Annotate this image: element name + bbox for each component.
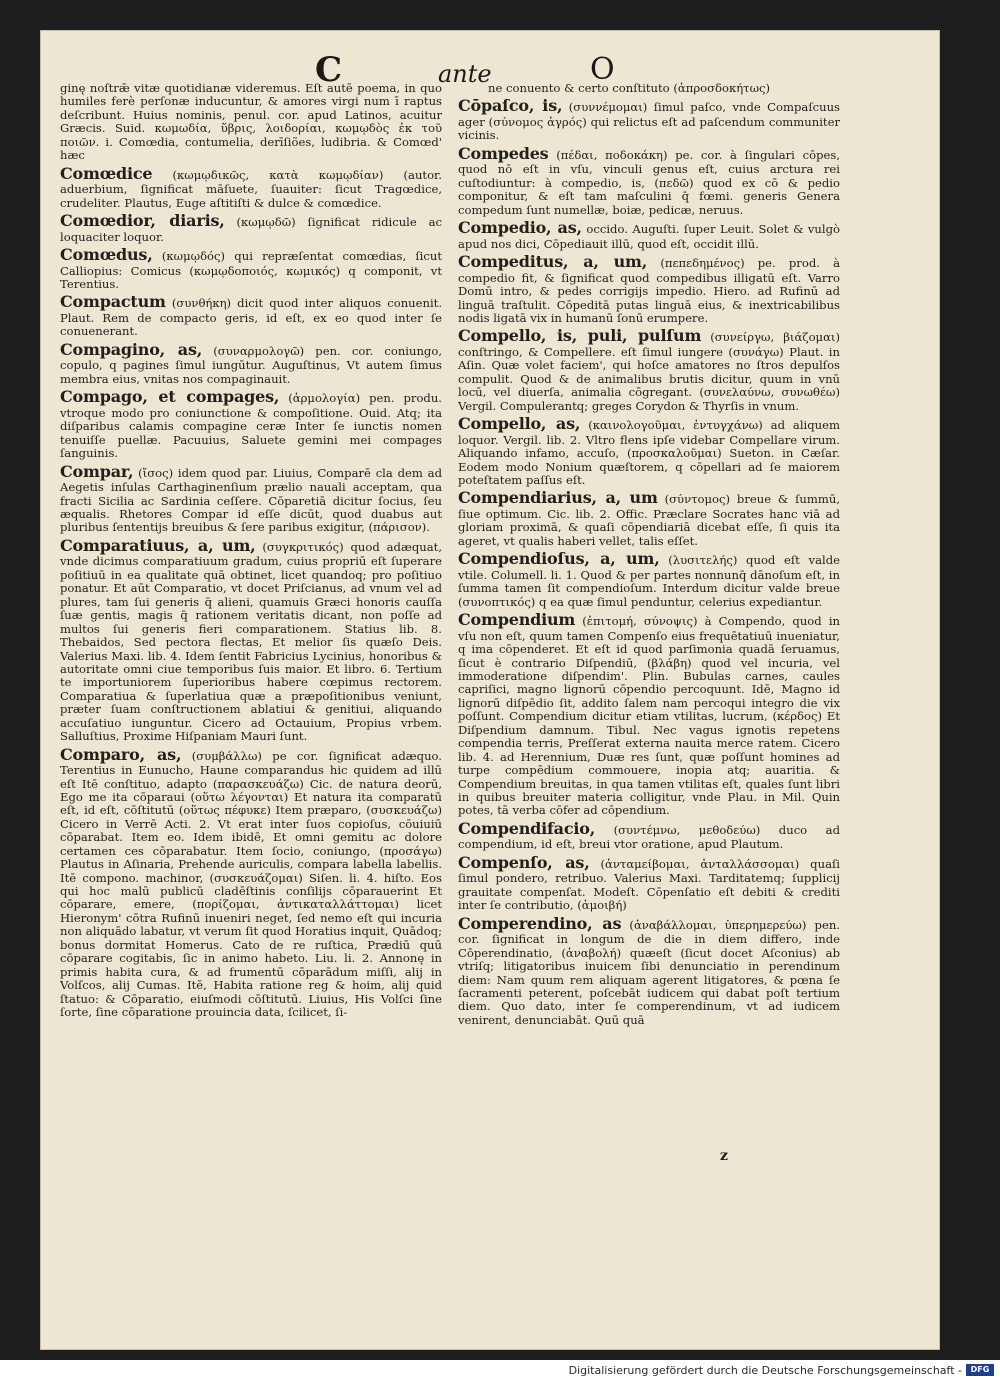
entry-text: (ἀνταμείβομαι, ἀνταλλάσσομαι) quaſi ſimul pondero, retribuo. Valerius Maxi. Tarditatemq; ſupplicij grauitate compenſat. Modeſt. Cōpenſatio eſt debiti & crediti inter ſe contributio, (ἀμοιβή) (458, 856, 840, 913)
dictionary-entry (60, 341, 442, 386)
entry-headword: Compago, et compages, (60, 387, 280, 407)
dictionary-entry (488, 82, 840, 95)
entry-text: (συνείργω, βιάζομαι) conſtringo, & Compellere. eſt ſimul iungere (συνάγω) Plaut. in Aſin. Quæ volet faciem', qui hoſce amatores no ſtros depulſos compulit. Quod & de animalibus brutis dicitur, quum in vnū locū, vel diuerſa, animalia cōgregant. (συνελαύνω, συνωθέω) Vergil. Compulerantq; greges Corydon & Thyrſis in vnum. (458, 330, 840, 413)
dictionary-entry (458, 253, 840, 325)
book-page (40, 30, 940, 1350)
entry-headword: Comperendino, as (458, 913, 622, 933)
entry-text: (συνθήκη) dicit quod inter aliquos conuenit. Plaut. Rem de compacto geris, id eſt, ex eo quod inter ſe conuenerant. (60, 296, 443, 339)
dictionary-entry (458, 489, 840, 548)
entry-headword: Compeditus, a, um, (458, 252, 648, 272)
entry-text: ne conuento & certo conſtituto (ἀπροσδοκήτως) (488, 81, 771, 95)
dictionary-entry (458, 145, 840, 217)
entry-text: (ἐπιτομή, σύνοψις) à Compendo, quod in vſu non eſt, quum tamen Compenſo eius frequētatiuū inueniatur, q ima cōpenderet. Et eſt id quod parſimonia quadā ſeruamus, ſicut è contrario Diſpendiū, (βλάβη) quod vel incuria, vel immoderatione diſpendim'. Plin. Bubulas carnes, caules capriſici, magno lignorū cōpendio percoquunt. Idē, Magno id lignorū diſpēdio ſit, addito ſalem nam percoqui integro die vix poſſunt. Compendium dicitur etiam vtilitas, lucrum, (κέρδος) Et Diſpendium damnum. Tibul. Nec vagus ignotis repetens compendia terris, Preſſerat externa nauita merce ratem. Cicero lib. 4. ad Herennium, Duæ res ſunt, quæ poſſunt homines ad turpe compēdium commouere, inopia atq; auaritia. & Compendium breuitas, in qua tamen vtilitas eſt, quales ſunt libri in quibus breuiter materia colligitur, vnde Plau. in Mil. Quin potes, tā verba cōfer ad cōpendium. (458, 614, 840, 818)
entry-text: (κωμῳδῶ) ſignificat ridicule ac loquaciter loquor. (60, 215, 443, 244)
entry-text: (συντέμνω, μεθοδεύω) duco ad compendium, id eſt, breui vtor oratione, apud Plautum. (458, 822, 840, 852)
entry-headword: Comparo, as, (60, 744, 182, 764)
entry-headword: Comœdus, (60, 245, 153, 265)
funding-credit: Digitalisierung gefördert durch die Deutsche Forschungsgemeinschaft - (568, 1364, 962, 1377)
running-head-word: ante (438, 60, 492, 88)
entry-text: (σύντομος) breue & ſummū, ſiue optimum. Cic. lib. 2. Offic. Præclare Socrates hanc viā ad gloriam proximā, & quaſi cōpendiariā dicebat eſſe, ſi quis ita ageret, vt qualis haberi vellet, talis eſſet. (458, 492, 841, 548)
entry-headword: Compar, (60, 461, 134, 481)
entry-headword: Cōpaſco, is, (458, 96, 563, 116)
entry-headword: Compedes (458, 143, 549, 163)
dfg-logo-icon: DFG (966, 1364, 994, 1376)
entry-text: (συννέμομαι) ſimul paſco, vnde Compaſcuus ager (σύνομος ἀγρός) qui relictus eſt ad paſcendum communiter vicinis. (458, 100, 841, 143)
entry-text: ginę noſtrǣ vitæ quotidianæ videremus. Eſt autē poema, in quo humiles ferè perſonæ inducuntur, & amores virgi num ī raptus deſcribunt. Huius nominis, penul. cor. apud Latinos, acuitur Græcis. Suid. κωμωδία, ὕβρις, λοιδορίαι, κωμῳδὸς ἐκ τοῦ ποιῶν. i. Comœdia, contumelia, derīſiões, ludibria. & Comœd' hæc (60, 81, 442, 163)
dictionary-entry (60, 165, 442, 210)
signature-mark: z (720, 1148, 728, 1164)
dictionary-entry (60, 82, 442, 163)
entry-headword: Compactum (60, 292, 166, 312)
dictionary-entry (60, 537, 442, 744)
entry-text: (ἁρμολογία) pen. produ. vtroque modo pro coniunctione & compoſitione. Ouid. Atq; ita diſparibus calamis compagine ceræ Inter ſe iunctis nomen tenuiſſe puellæ. Pacuuius, Saluete gemini mei compages ſanguinis. (60, 391, 442, 461)
entry-headword: Compagino, as, (60, 339, 203, 359)
dictionary-entry (458, 550, 840, 609)
entry-text: (καινολογοῦμαι, ἐντυγχάνω) ad aliquem loquor. Vergil. lib. 2. Vltro flens ipſe videbar Compellare virum. Aliquando infamo, accuſo, (προσκαλοῦμαι) Sueton. in Cæſar. Eodem modo Nonium quæſtorem, q cōpellari ad ſe maiorem poteſtatem paſſus eſt. (458, 418, 840, 488)
entry-headword: Comœdior, diaris, (60, 211, 225, 231)
dictionary-entry (60, 388, 442, 460)
right-column (458, 82, 840, 1029)
dictionary-entry (458, 327, 840, 413)
dictionary-entry (60, 463, 442, 535)
entry-text: (ἀναβάλλομαι, ὑπερημερεύω) pen. cor. ſignificat in longum de die in diem differo, inde Cōperendinatio, (ἀναβολή) quæeſt (ſicut docet Aſconius) ab vtriſq; litigatoribus inuicem ſibi denunciatio in perendinum diem: Nam quum rem aliquam agerent litigatores, & pœna ſe ſacramenti peterent, poſcebāt iudicem qui dabat poſt tertium diem. Quo dato, inter ſe comperendinum, vt ad iudicem venirent, denunciabāt. Quū quā (458, 917, 840, 1027)
entry-text: (λυσιτελής) quod eſt valde vtile. Columell. li. 1. Quod & per partes nonnunq̄ dānoſum eſt, in ſumma tamen ſit compendioſum. Interdum dicitur valde breue (συνοπτικός) q ea quæ ſimul penduntur, celerius expediantur. (458, 553, 840, 609)
entry-text: (κωμῳδικῶς, κατὰ κωμῳδίαν) (autor. aduerbium, ſignificat māſuete, ſuauiter: ſicut Tragœdice, crudeliter. Plautus, Euge aſtitiſti & dulce & comœdice. (60, 167, 443, 210)
entry-text: (ἴσος) idem quod par. Liuius, Comparē cla dem ad Aegetis inſulas Carthaginenſium prælio nauali acceptam, qua fracti Sicilia ac Sardinia ceſſere. Cōparetiā dicitur ſocius, ſeu æqualis. Rhetores Compar id eſſe dicūt, quod duabus aut pluribus ſententijs breuibus & ſere paribus exigitur, (πάρισον). (60, 465, 442, 535)
entry-headword: Compello, is, puli, pulſum (458, 326, 702, 346)
entry-headword: Comœdice (60, 163, 153, 183)
entry-text: (κωμῳδός) qui repræſentat comœdias, ſicut Calliopius: Comicus (κωμῳδοποιός, κωμικός) q componit, vt Terentius. (60, 249, 442, 292)
running-head-letter-left: C (315, 50, 343, 90)
entry-headword: Compendium (458, 610, 576, 630)
entry-headword: Comparatiuus, a, um, (60, 535, 256, 555)
dictionary-entry (60, 746, 442, 1020)
entry-headword: Compello, as, (458, 414, 581, 434)
dictionary-entry (458, 854, 840, 913)
entry-text: (συμβάλλω) pe cor. ſignificat adæquo. Terentius in Eunucho, Haune comparandus hic quidem ad illū eſt Itē conſtituo, adapto (παρασκευάζω) Cic. de natura deorū, Ego me ita cōparaui (οὕτω λέγονται) Et natura ita comparatū eſt, id eſt, cōſtitutū (οὕτως πέφυκε) Item præparo, (συσκευάζω) Cicero in Verrē Acti. 2. Vt erat inter ſuos copioſus, cōuiuiū cōparabat. Item eo. Idem ibidē, Et omni gemitu ac dolore certamen ces cōparabatur. Item ſocio, coniungo, (προσάγω) Plautus in Aſinaria, Prehende auriculis, compara labella labellis. Itē compono. machinor, (συσκευάζομαι) Siſen. li. 4. hiſto. Eos qui hoc malū publicū cladēſtinis conſilijs cōparauerint Et cōparare, emere, (πορίζομαι, ἀντικαταλλάττομαι) licet Hieronym' cōtra Rufinū inueniri neget, ſed nemo eſt qui incuria non aliquādo labatur, vt verum ſit quod Horatius inquit, Quādoq; bonus dormitat Homerus. Cato de re ruſtica, Prædiū quū cōparare cogitabis, ſic in animo habeto. Liu. li. 2. Annonę in primis habita cura, & ad frumentū cōparādum miſſi, alij in Volſcos, alij Cumas. Itē, Habita ratione reg & hoim, alij quid ſtatuo: & Cōparatio, eiuſmodi cōſtitutū. Liuius, His Volſci ſine ſorte, ſine cōparatione prouincia data, ſcilicet, ſi- (60, 748, 442, 1019)
dictionary-entry (458, 820, 840, 852)
dictionary-entry (458, 611, 840, 818)
entry-text: occido. Auguſti. ſuper Leuit. Solet & vulgò apud nos dici, Cōpediauit illū, quod eſt, occidit illū. (458, 222, 841, 251)
dictionary-entry (458, 415, 840, 487)
entry-text: (πέδαι, ποδοκάκη) pe. cor. à ſingulari cōpes, quod nō eſt in vſu, vinculi genus eſt, cuius arctura rei cuſtodiuntur: à compedio, is, (πεδῶ) quod ex cō & pedio componitur, & eſt tam maſculini q̄ fœmi. generis Genera compedum ſunt numellæ, boiæ, pedicæ, neruus. (458, 147, 841, 217)
entry-headword: Compedio, as, (458, 218, 582, 238)
entry-headword: Compendiarius, a, um (458, 488, 658, 508)
entry-headword: Compendifacio, (458, 818, 596, 838)
footer-bar (0, 1360, 1000, 1380)
running-head-letter-right: O (590, 52, 615, 87)
entry-text: (συναρμολογῶ) pen. cor. coniungo, copulo, q pagines ſimul iungūtur. Auguſtinus, Vt autem ſimus membra eius, vnitas nos compaginauit. (60, 343, 443, 386)
dictionary-entry (60, 293, 442, 338)
entry-text: (συγκριτικός) quod adæquat, vnde dicimus comparatiuum gradum, cuius propriū eſt ſuperare poſitiuū in ea qualitate quā obtinet, licet quandoq; pro poſitiuo ponatur. Et aūt Comparatio, vt docet Priſcianus, ad vnum vel ad plures, tam ſui generis q̄ alieni, quamuis Græci honoris cauſſa ſuæ gentis, magis q̄ rationem veritatis dicant, non poſſe ad multos ſui generis fieri comparationem. Statius lib. 8. Thebaidos, Sed pectora flectas, Et melior ſis quæſo Deis. Valerius Maxi. lib. 4. Idem ſentit Fabricius Lycinius, honoribus & autoritate omni ciue temporibus ſuis maior. Et libro. 6. Tertium te importuniorem ſuperioribus habere cœpimus rectorem. Comparatiua & ſuperlatiua quæ a præpoſitionibus veniunt, præter ſuam conſtructionem ablatiui & genitiui, aliquando accuſatiuo iunguntur. Cicero ad Octauium, Propius vrbem. Salluſtius, Proxime Hiſpaniam Mauri ſunt. (60, 539, 442, 744)
entry-headword: Compendioſus, a, um, (458, 549, 660, 569)
dictionary-entry (60, 246, 442, 291)
dictionary-entry (458, 97, 840, 142)
left-column (60, 82, 442, 1021)
dictionary-entry (60, 212, 442, 244)
entry-headword: Compenſo, as, (458, 852, 590, 872)
dictionary-entry (458, 219, 840, 251)
dictionary-entry (458, 915, 840, 1028)
entry-text: (πεπεδημένος) pe. prod. à compedio fit, & ſignificat quod compedibus illigatū eſt. Varro Domū intro, & pedes corrigijs impedio. Hiero. ad Rufinū ad linguā traſtulit. Cōpeditā putas linguā eius, & inextricabilibus nodis ligatā vix in humanū ſonū erumpere. (458, 256, 841, 325)
